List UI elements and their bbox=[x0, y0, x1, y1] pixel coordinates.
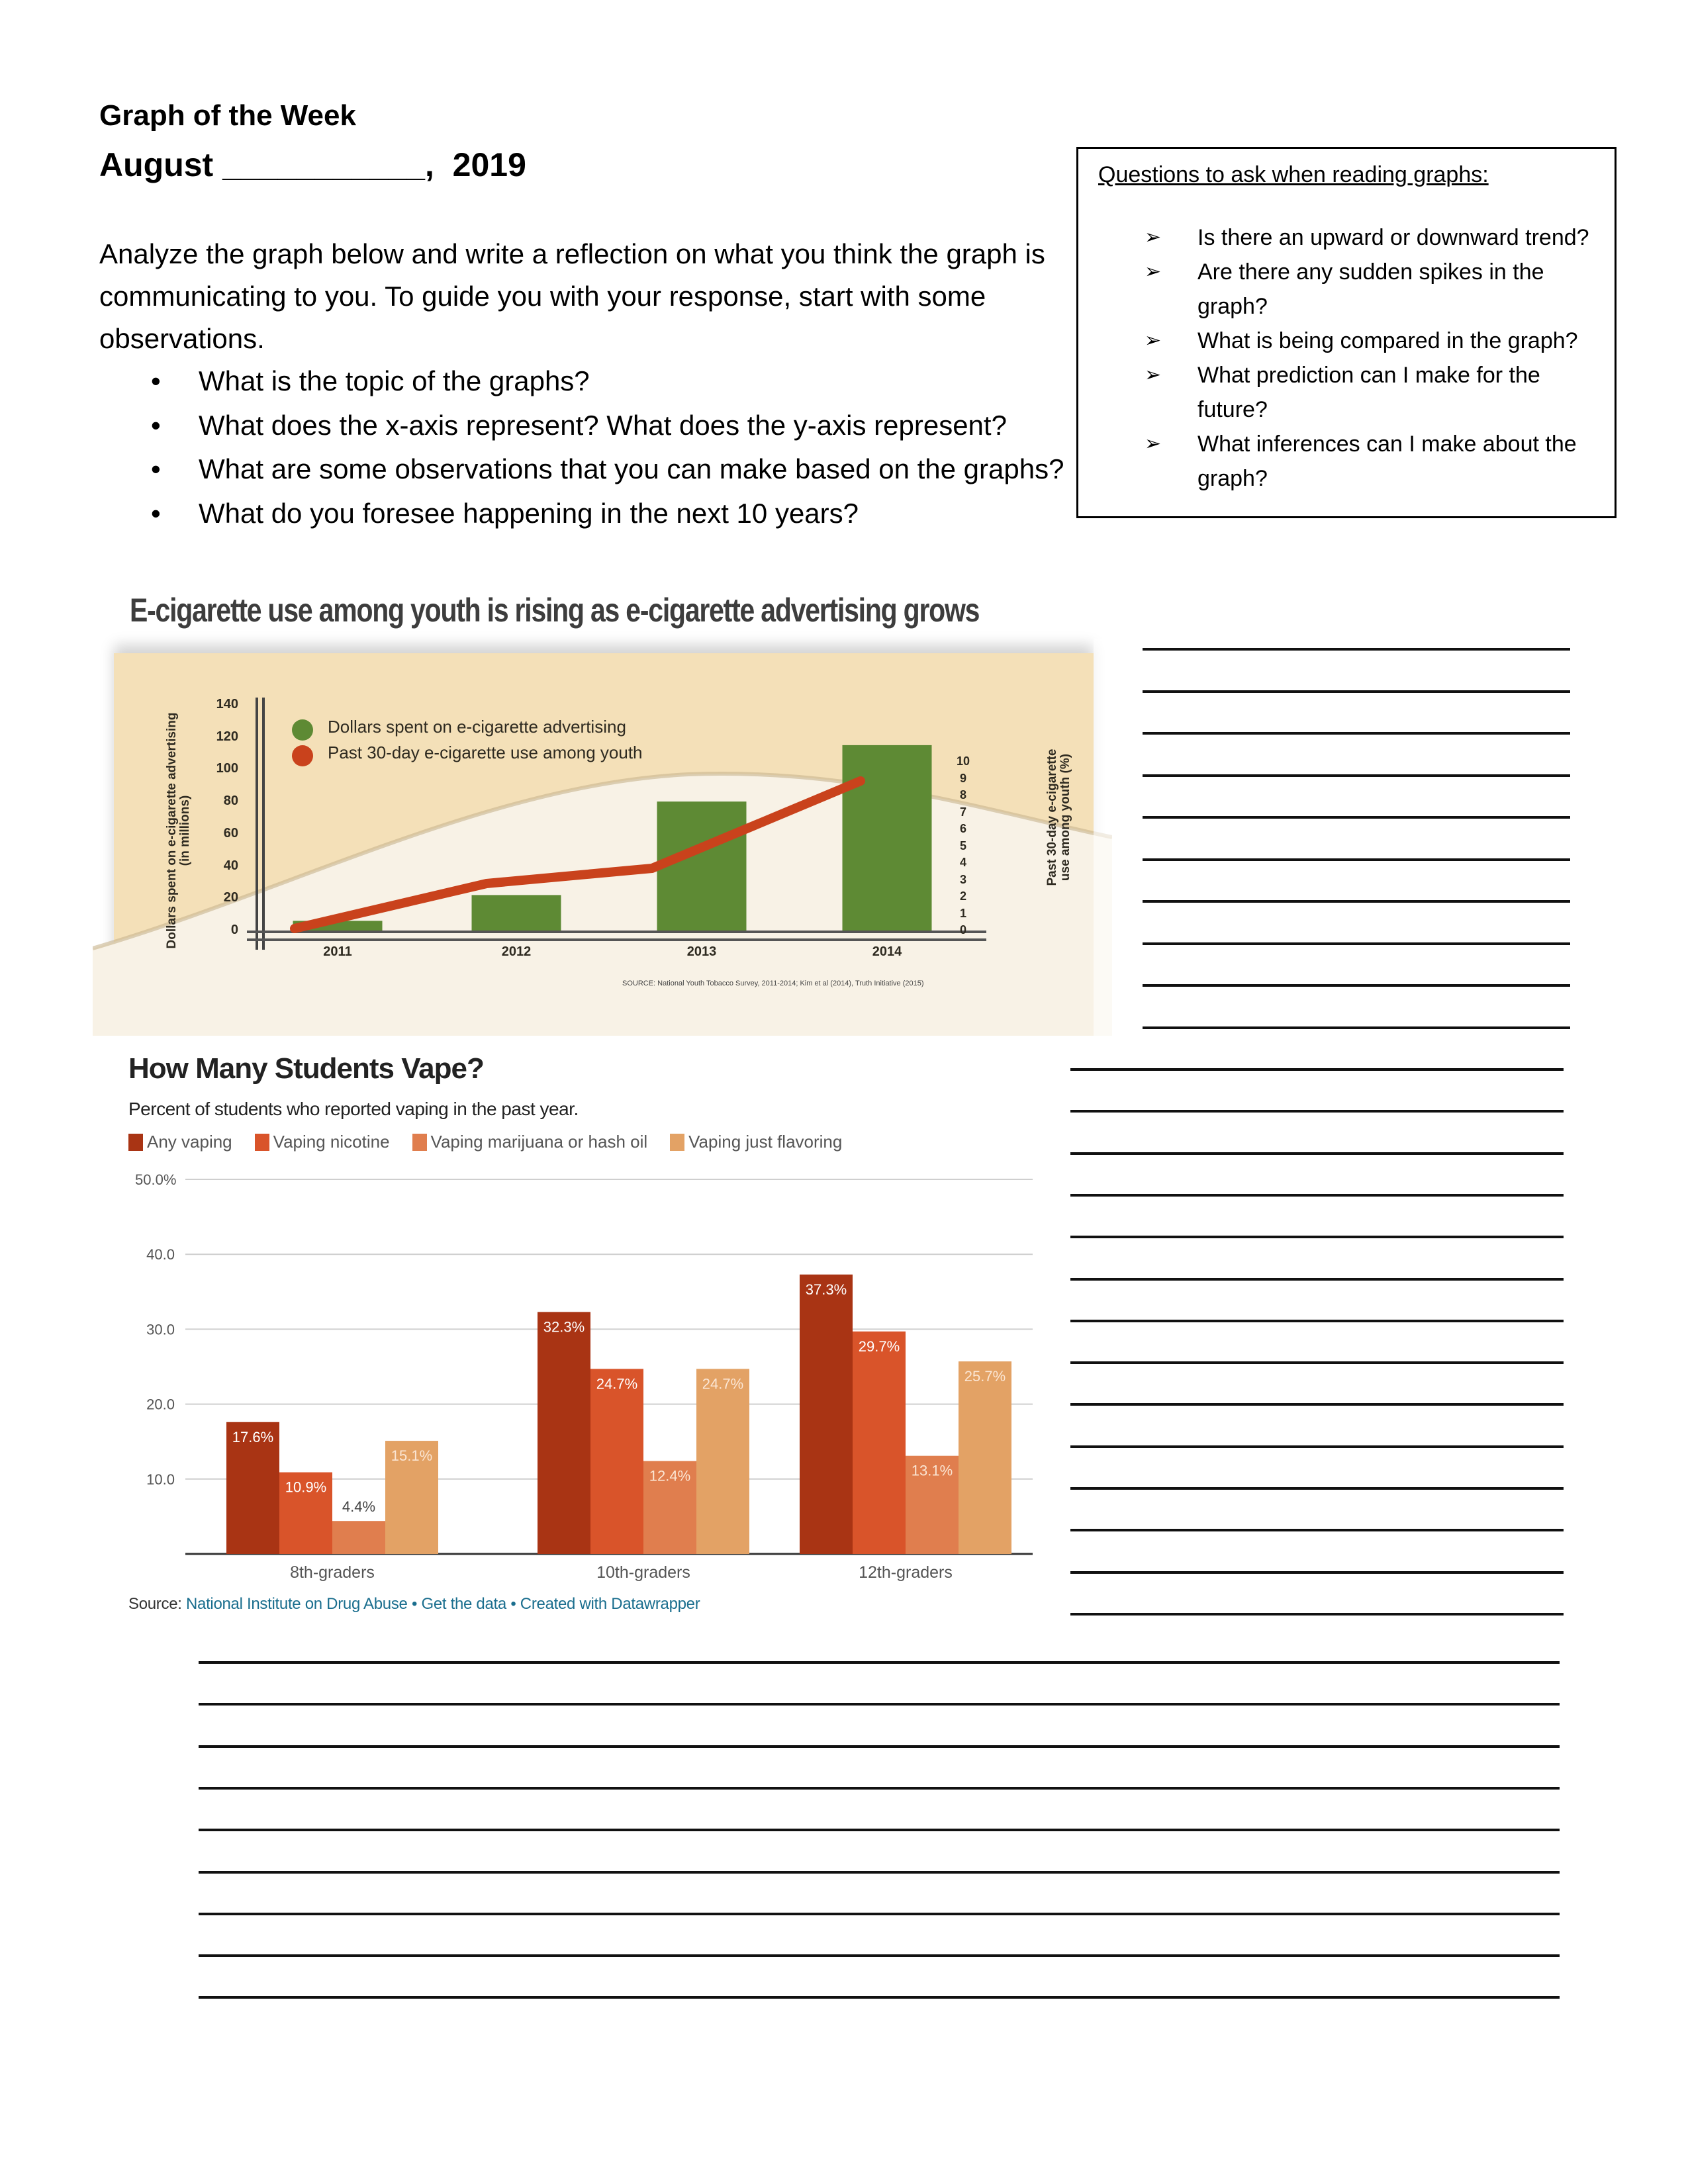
chart2-plot bbox=[126, 1052, 1039, 1595]
chart1-bar bbox=[472, 895, 561, 931]
source-link-nida[interactable]: National Institute on Drug Abuse bbox=[185, 1595, 408, 1613]
arrow-bullet-icon: ➢ bbox=[1145, 330, 1162, 351]
svg-text:15.1%: 15.1% bbox=[391, 1447, 433, 1465]
y-tick: 40 bbox=[223, 858, 238, 873]
guiding-question: • What do you foresee happening in the next 10 years? bbox=[99, 492, 1092, 536]
arrow-bullet-icon: ➢ bbox=[1145, 261, 1162, 283]
questions-box-list bbox=[1078, 220, 1615, 496]
y-right-tick: 7 bbox=[959, 805, 966, 819]
answer-line[interactable] bbox=[199, 1954, 1560, 1957]
chart2-bar bbox=[959, 1361, 1011, 1554]
chart2-bar bbox=[538, 1312, 590, 1554]
guiding-question: • What does the x-axis represent? What does the y-axis represent? bbox=[99, 404, 1092, 448]
guiding-questions-list bbox=[99, 359, 1092, 535]
chart1-legend-line: Past 30-day e-cigarette use among youth bbox=[328, 743, 643, 762]
answer-line[interactable] bbox=[1070, 1445, 1564, 1448]
legend-item: Vaping nicotine bbox=[255, 1132, 390, 1152]
date-blank[interactable]: ___________ bbox=[222, 146, 425, 183]
svg-text:37.3%: 37.3% bbox=[805, 1281, 847, 1298]
answer-line[interactable] bbox=[1070, 1403, 1564, 1406]
y-tick: 60 bbox=[223, 825, 238, 841]
answer-line[interactable] bbox=[1070, 1529, 1564, 1531]
chart2-bar bbox=[696, 1369, 749, 1554]
svg-text:12th-graders: 12th-graders bbox=[859, 1563, 953, 1582]
y-right-tick: 4 bbox=[959, 856, 966, 869]
y-tick: 20 bbox=[223, 890, 238, 905]
instructions-paragraph: Analyze the graph below and write a reflection on what you think the graph is communicating to you. To guide you with your response, start with some observations. bbox=[99, 238, 1045, 354]
y-right-tick: 0 bbox=[959, 923, 966, 936]
answer-line[interactable] bbox=[1143, 774, 1570, 777]
date-year: , 2019 bbox=[424, 146, 526, 183]
questions-box-title: Questions to ask when reading graphs: bbox=[1098, 162, 1489, 187]
answer-line[interactable] bbox=[1143, 690, 1570, 693]
answer-line[interactable] bbox=[1070, 1110, 1564, 1113]
chart2-bar bbox=[590, 1369, 643, 1554]
x-tick: 2011 bbox=[323, 944, 352, 959]
answer-line[interactable] bbox=[199, 1703, 1560, 1706]
chart1-bar bbox=[657, 801, 747, 931]
y-right-tick: 5 bbox=[959, 839, 966, 852]
x-tick: 2012 bbox=[501, 944, 532, 959]
svg-text:4.4%: 4.4% bbox=[342, 1498, 376, 1516]
answer-line[interactable] bbox=[1070, 1152, 1564, 1155]
chart1-advertising-vs-use bbox=[93, 639, 1112, 1023]
chart1-bar bbox=[843, 745, 932, 931]
answer-line[interactable] bbox=[1143, 648, 1570, 651]
answer-line[interactable] bbox=[1070, 1361, 1564, 1364]
answer-line[interactable] bbox=[1070, 1278, 1564, 1281]
svg-text:10.0: 10.0 bbox=[146, 1471, 175, 1488]
arrow-bullet-icon: ➢ bbox=[1145, 433, 1162, 455]
answer-line[interactable] bbox=[1143, 732, 1570, 735]
chart2-students-vape bbox=[126, 1052, 1039, 1628]
svg-text:29.7%: 29.7% bbox=[858, 1338, 900, 1355]
svg-text:13.1%: 13.1% bbox=[911, 1462, 953, 1479]
question-item: ➢ What is being compared in the graph? bbox=[1078, 324, 1615, 358]
answer-line[interactable] bbox=[1070, 1320, 1564, 1322]
question-item: ➢ What prediction can I make for the future? bbox=[1078, 358, 1615, 427]
chart1-title: E-cigarette use among youth is rising as e-cigarette advertising grows bbox=[130, 592, 980, 629]
svg-text:10.9%: 10.9% bbox=[285, 1479, 327, 1496]
get-the-data-link[interactable]: Get the data bbox=[421, 1595, 506, 1613]
legend-green-dot-icon bbox=[292, 719, 313, 741]
y-right-tick: 1 bbox=[959, 906, 966, 920]
question-item: ➢ What inferences can I make about the graph? bbox=[1078, 427, 1615, 496]
legend-red-dot-icon bbox=[292, 745, 313, 766]
answer-line[interactable] bbox=[199, 1661, 1560, 1664]
answer-line[interactable] bbox=[199, 1745, 1560, 1748]
legend-item: Vaping just flavoring bbox=[670, 1132, 842, 1152]
svg-text:8th-graders: 8th-graders bbox=[290, 1563, 375, 1582]
guiding-question: • What is the topic of the graphs? bbox=[99, 359, 1092, 404]
answer-line[interactable] bbox=[1143, 858, 1570, 861]
svg-text:17.6%: 17.6% bbox=[232, 1428, 274, 1445]
chart2-bar bbox=[800, 1275, 853, 1554]
y-right-tick: 10 bbox=[956, 754, 970, 768]
date-line bbox=[99, 146, 526, 184]
y-right-tick: 6 bbox=[959, 822, 966, 835]
answer-line[interactable] bbox=[1070, 1068, 1564, 1071]
y-right-tick: 8 bbox=[959, 788, 966, 801]
chart1-source: SOURCE: National Youth Tobacco Survey, 2011-2014; Kim et al (2014), Truth Initiative (2015) bbox=[622, 979, 924, 987]
svg-text:20.0: 20.0 bbox=[146, 1396, 175, 1413]
arrow-bullet-icon: ➢ bbox=[1145, 364, 1162, 386]
y-tick: 100 bbox=[216, 761, 238, 776]
answer-line[interactable] bbox=[1070, 1236, 1564, 1238]
questions-box bbox=[1076, 147, 1617, 518]
y-right-tick: 9 bbox=[959, 771, 966, 785]
arrow-bullet-icon: ➢ bbox=[1145, 226, 1162, 248]
date-prefix: August bbox=[99, 146, 223, 183]
svg-text:40.0: 40.0 bbox=[146, 1246, 175, 1263]
answer-line[interactable] bbox=[1070, 1194, 1564, 1197]
y-right-tick: 2 bbox=[959, 889, 966, 903]
datawrapper-link[interactable]: Created with Datawrapper bbox=[520, 1595, 700, 1613]
chart1-right-axis-label: Past 30-day e-cigarette use among youth (%) bbox=[1045, 749, 1072, 886]
answer-line[interactable] bbox=[1143, 816, 1570, 819]
y-right-tick: 3 bbox=[959, 872, 966, 886]
answer-line[interactable] bbox=[1070, 1571, 1564, 1574]
y-tick: 120 bbox=[216, 729, 238, 744]
chart1-left-axis-label: Dollars spent on e-cigarette advertising (in millions) bbox=[165, 712, 192, 949]
y-tick: 0 bbox=[230, 923, 238, 937]
legend-item: Vaping marijuana or hash oil bbox=[412, 1132, 648, 1152]
y-tick: 80 bbox=[223, 794, 238, 809]
answer-line[interactable] bbox=[199, 1913, 1560, 1915]
svg-text:30.0: 30.0 bbox=[146, 1321, 175, 1338]
svg-text:32.3%: 32.3% bbox=[543, 1318, 585, 1336]
answer-line[interactable] bbox=[199, 1996, 1560, 1999]
svg-text:24.7%: 24.7% bbox=[596, 1375, 638, 1392]
chart1-legend-bar: Dollars spent on e-cigarette advertising bbox=[328, 717, 626, 737]
svg-text:25.7%: 25.7% bbox=[964, 1368, 1006, 1385]
answer-line[interactable] bbox=[199, 1871, 1560, 1874]
question-item: ➢ Are there any sudden spikes in the graph? bbox=[1078, 255, 1615, 324]
x-tick: 2013 bbox=[686, 944, 717, 959]
answer-line[interactable] bbox=[199, 1787, 1560, 1790]
legend-item: Any vaping bbox=[128, 1132, 232, 1152]
y-tick: 140 bbox=[216, 697, 238, 711]
svg-text:50.0%: 50.0% bbox=[135, 1171, 177, 1188]
answer-line[interactable] bbox=[1070, 1487, 1564, 1490]
chart2-subtitle: Percent of students who reported vaping in the past year. bbox=[128, 1099, 579, 1119]
chart1-plot bbox=[93, 639, 1112, 1036]
x-tick: 2014 bbox=[872, 944, 902, 959]
answer-line[interactable] bbox=[1143, 1026, 1570, 1029]
guiding-question: • What are some observations that you can make based on the graphs? bbox=[99, 447, 1092, 492]
answer-line[interactable] bbox=[1070, 1613, 1564, 1615]
answer-line[interactable] bbox=[1143, 984, 1570, 987]
answer-line[interactable] bbox=[1143, 942, 1570, 945]
answer-line[interactable] bbox=[1143, 900, 1570, 903]
chart2-source: Source: National Institute on Drug Abuse • Get the data • Created with Datawrapper bbox=[128, 1595, 700, 1613]
svg-text:24.7%: 24.7% bbox=[702, 1375, 744, 1392]
svg-text:10th-graders: 10th-graders bbox=[596, 1563, 690, 1582]
worksheet-title: Graph of the Week bbox=[99, 99, 356, 132]
chart2-bar bbox=[332, 1521, 385, 1554]
svg-text:12.4%: 12.4% bbox=[649, 1467, 691, 1484]
question-item: ➢ Is there an upward or downward trend? bbox=[1078, 220, 1615, 255]
chart2-title: How Many Students Vape? bbox=[128, 1052, 484, 1085]
chart2-bar bbox=[853, 1332, 906, 1554]
answer-line[interactable] bbox=[199, 1829, 1560, 1831]
